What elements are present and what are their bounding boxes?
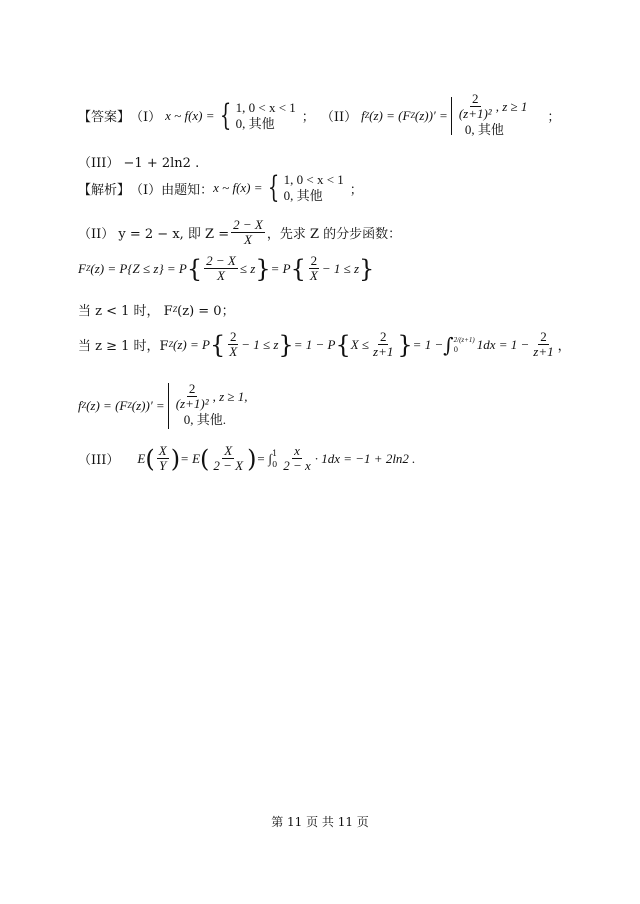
- answer-end: ；: [547, 110, 561, 125]
- analysis-label: 【解析】: [78, 182, 131, 198]
- page-footer: 第 11 页 共 11 页: [271, 815, 369, 829]
- pdf-frac: [174, 382, 211, 411]
- analysis-cases: [284, 172, 344, 204]
- pdf-mid: (z) = (F: [86, 397, 128, 413]
- part3-frac2-den: 2 − X: [213, 458, 244, 473]
- analysis-case1: 1, 0 < x < 1: [283, 172, 344, 187]
- part3-frac2-num: X: [224, 443, 233, 458]
- case-lt1-rest: (z) = 0；: [177, 304, 235, 319]
- ge1-frac-num: 2: [229, 329, 237, 344]
- cdf-frac: [204, 254, 238, 283]
- integral-sign: ∫: [443, 332, 454, 357]
- analysis-part1: （I）由题知：: [130, 182, 214, 198]
- pdf-cases: [172, 382, 248, 429]
- part3-frac3-den: 2 − x: [283, 458, 311, 473]
- part3-int-lo: 0: [272, 459, 278, 469]
- ge1-X: X ≤: [350, 336, 370, 352]
- part3-frac3: [281, 444, 313, 473]
- analysis-part2-after: ，先求 Z 的分步函数：: [266, 227, 402, 242]
- ge1-int-body: 1dx = 1 −: [476, 336, 530, 352]
- case-ge1: 当 z ≥ 1 时，F: [78, 339, 169, 354]
- part3-frac: [157, 444, 169, 473]
- answer-fz-rest2: (z))′ =: [414, 107, 448, 123]
- answer-xdist: x ~ f(x) =: [165, 107, 215, 123]
- ge1-frac2-num: 2: [379, 329, 387, 344]
- answer-frac-num: 2: [472, 91, 479, 106]
- analysis-part2-intro: [78, 218, 401, 247]
- analysis-end: ；: [349, 182, 363, 198]
- answer-frac-den: (z+1)²: [458, 106, 492, 121]
- cdf-F: F: [78, 260, 86, 276]
- case-lt1: 当 z < 1 时， F: [78, 304, 173, 319]
- z-frac-num: 2 − X: [233, 217, 263, 232]
- part3-label: （III）: [78, 453, 120, 468]
- answer-part3-text: （III） −1 + 2ln2 .: [78, 156, 200, 171]
- ge1-frac3-den: z+1: [533, 344, 554, 359]
- part3-frac-num: X: [158, 443, 167, 458]
- answer-part3: [78, 152, 199, 171]
- analysis-xdist: x ~ f(x) =: [213, 180, 263, 195]
- ge1-frac2: [371, 330, 395, 359]
- part3-frac-den: Y: [159, 458, 167, 473]
- answer-fz-rest: (z) = (F: [369, 107, 411, 123]
- part3-eq: = E: [180, 450, 201, 466]
- answer-case2: 0, 其他: [235, 115, 275, 131]
- part3-frac3-num: x: [294, 443, 300, 458]
- answer-other: 0, 其他: [464, 122, 504, 137]
- ge1-eq3: = 1 −: [412, 336, 444, 352]
- part3-tail: · 1dx = −1 + 2ln2 .: [314, 450, 416, 466]
- pdf-cond: , z ≥ 1,: [212, 388, 248, 404]
- left-brace-bar: [451, 97, 452, 135]
- left-brace: {: [219, 97, 231, 133]
- part3-int-up: 1: [272, 448, 278, 458]
- answer-line: 【答案】 （I） x ~ f(x) = { 1, 0 < x < 1 0, 其他 ； （II） f Z (z) = (F Z (z))′ = $\frac{2}{\text{(z+1)²}}$ , z ≥ 1 0, 其他 ；: [78, 91, 561, 137]
- answer-case1: 1, 0 < x < 1: [235, 99, 296, 115]
- analysis-line1: [78, 172, 363, 204]
- pdf-mid2: (z))′ =: [131, 397, 165, 413]
- answer-pdf-frac: [457, 92, 494, 121]
- pdf-frac-num: 2: [188, 381, 196, 396]
- pdf-f: f: [78, 397, 82, 413]
- analysis-part2-text: （II） y = 2 − x, 即 Z =: [78, 227, 230, 242]
- answer-part1: （I）: [130, 110, 162, 125]
- answer-part2: （II）: [320, 110, 358, 125]
- case-lt1-line: 当 z < 1 时， F Z (z) = 0；: [78, 300, 235, 319]
- answer-sep: ；: [301, 110, 315, 125]
- ge1-end: ，: [557, 339, 571, 354]
- answer-label: 【答案】: [78, 110, 131, 125]
- cdf-frac2-num: 2: [310, 253, 318, 268]
- cdf-tail1: ≤ z: [239, 260, 256, 276]
- ge1-frac: [227, 330, 239, 359]
- ge1-eq2: = 1 − P: [293, 336, 336, 352]
- part3-frac2: [211, 444, 245, 473]
- answer-pdf-cases: [455, 92, 528, 139]
- cdf-eq2: = P: [270, 260, 291, 276]
- pdf-line: f Z (z) = (F Z (z))′ = $\frac{2}{\text{(z+1)²}}$ , z ≥ 1, 0, 其他.: [78, 381, 248, 427]
- cdf-line: F Z (z) = P{Z ≤ z} = P { $\frac{2 - X}{X}$ ≤ z } = P { $\frac{2}{X}$ − 1 ≤ z }: [78, 253, 375, 283]
- case-ge1-mid: (z) = P: [173, 336, 210, 352]
- z-frac: [231, 218, 265, 247]
- cdf-tail2: − 1 ≤ z: [321, 260, 360, 276]
- answer-cond: , z ≥ 1: [495, 98, 528, 114]
- answer-fz: f: [361, 107, 365, 123]
- cdf-mid: (z) = P{Z ≤ z} = P: [90, 260, 187, 276]
- answer-cases: [236, 100, 296, 132]
- case-ge1-line: 当 z ≥ 1 时，F Z (z) = P { $\frac{2}{X}$ − 1 ≤ z } = 1 − P { X ≤ $\frac{2}{z+1}$ } = 1 − ∫ 2/(z+1) 0 1dx = 1 − $\frac{2}{z+1}$ ，: [78, 329, 571, 359]
- ge1-frac2-den: z+1: [373, 344, 394, 359]
- ge1-frac-den: X: [229, 344, 238, 359]
- pdf-other: 0, 其他.: [183, 412, 226, 427]
- part3-int: = ∫: [256, 450, 273, 466]
- ge1-int-up: 2/(z+1): [453, 335, 475, 344]
- pdf-brace-bar: [168, 383, 169, 429]
- cdf-frac-num: 2 − X: [206, 253, 236, 268]
- part3-line: （III） E ( $\frac{X}{Y}$ ) = E ( $\frac{X}{2 - X}$ ) = ∫ 1 0 $\frac{x}{2 - x}$ · 1dx = −1 + 2ln2 .: [78, 443, 416, 473]
- ge1-frac3: [531, 330, 555, 359]
- pdf-frac-den: (z+1)²: [175, 396, 209, 411]
- cdf-frac2-den: X: [309, 268, 318, 283]
- analysis-case2: 0, 其他: [283, 188, 323, 203]
- cdf-frac-den: X: [217, 268, 225, 283]
- z-frac-den: X: [244, 232, 252, 247]
- ge1-tail: − 1 ≤ z: [241, 336, 279, 352]
- part3-E: E: [137, 450, 146, 466]
- left-brace: {: [267, 170, 279, 205]
- ge1-frac3-num: 2: [540, 329, 547, 344]
- cdf-frac2: [308, 254, 320, 283]
- ge1-int-lo: 0: [453, 345, 459, 354]
